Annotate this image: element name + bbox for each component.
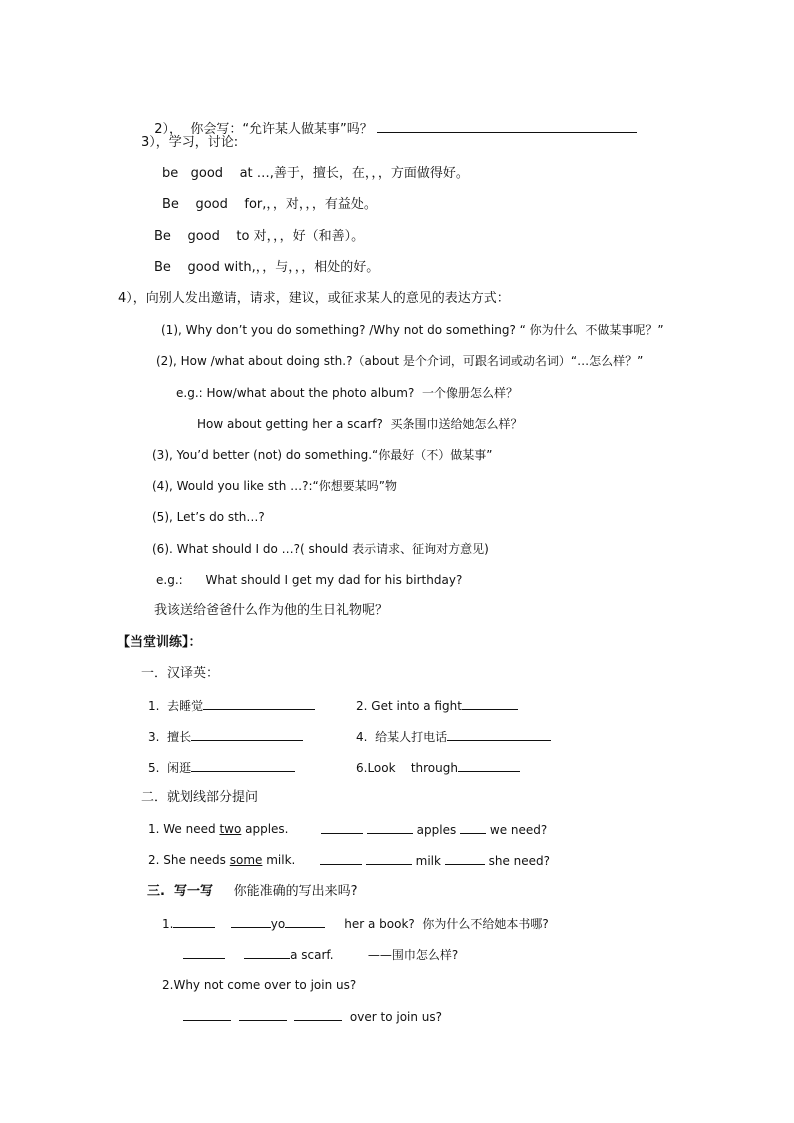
- item4-line-6: (4), Would you like sth …?:“你想要某吗”物: [152, 479, 397, 493]
- item4-line-2: (2), How /what about doing sth.?（about 是个介词，可跟名词或动名词）“…怎么样？”: [156, 354, 644, 368]
- item2-text: 你会写：“允许某人做某事”吗？: [190, 122, 373, 137]
- underlined-word: two: [219, 822, 242, 836]
- section2-q2: 2. She needs some milk.: [148, 853, 296, 867]
- section1-item-6: 6.Look through: [356, 759, 520, 776]
- practice-header: 【当堂训练】：: [117, 635, 202, 650]
- answer-blank[interactable]: [458, 759, 520, 772]
- section2-title: 二．就划线部分提问: [141, 790, 259, 805]
- answer-blank[interactable]: [321, 821, 363, 834]
- section1-item-1: 1. 去睡觉: [148, 697, 315, 714]
- section3-q1-line2: a scarf. ——围巾怎么样?: [183, 946, 458, 963]
- answer-blank[interactable]: [183, 946, 225, 959]
- section3-q1: 1. yo her a book? 你为什么不给她本书哪?: [162, 917, 549, 931]
- answer-blank[interactable]: [173, 915, 215, 928]
- section2-q1-answer: apples we need?: [321, 821, 547, 838]
- answer-blank[interactable]: [183, 1008, 231, 1021]
- answer-blank[interactable]: [244, 946, 290, 959]
- answer-blank[interactable]: [191, 728, 303, 741]
- answer-blank[interactable]: [460, 821, 486, 834]
- item4-label: 4），向别人发出邀请，请求，建议，或征求某人的意见的表达方式：: [118, 291, 510, 306]
- item2-label: 2），: [154, 122, 183, 137]
- item4-line-7: (5), Let’s do sth…?: [152, 510, 265, 524]
- answer-blank[interactable]: [366, 852, 412, 865]
- answer-blank[interactable]: [203, 697, 315, 710]
- item4-line-9: e.g.: What should I get my dad for his birthday?: [156, 573, 463, 587]
- section2-q1: 1. We need two apples.: [148, 822, 289, 836]
- section1-item-3: 3. 擅长: [148, 728, 303, 745]
- item3-label: 3），学习，讨论:: [141, 135, 239, 150]
- answer-blank[interactable]: [191, 759, 295, 772]
- answer-blank[interactable]: [377, 120, 637, 133]
- answer-blank[interactable]: [462, 697, 518, 710]
- item4-line-10: 我该送给爸爸什么作为他的生日礼物呢？: [154, 603, 389, 618]
- section3-title: 三. 写一写: [147, 884, 213, 899]
- section3-title-line: [147, 884, 358, 900]
- item3-line-1: be good at …,善于，擅长，在，，，方面做得好。: [162, 166, 469, 181]
- item4-line-1: (1), Why don’t you do something? /Why not do something? “ 你为什么 不做某事呢？”: [161, 323, 664, 337]
- item3-line-3: Be good to 对，，，好（和善）。: [154, 229, 365, 244]
- item4-line-5: (3), You’d better (not) do something.“你最好（不）做某事”: [152, 448, 493, 462]
- section3-subtitle: 你能准确的写出来吗?: [233, 884, 358, 899]
- item4-line-4: How about getting her a scarf? 买条围巾送给她怎么样？: [197, 417, 523, 431]
- section1-item-4: 4. 给某人打电话: [356, 728, 551, 745]
- section2-q2-answer: milk she need?: [320, 852, 550, 869]
- answer-blank[interactable]: [445, 852, 485, 865]
- section3-q2-answer: over to join us?: [183, 1008, 442, 1025]
- item4-line-3: e.g.: How/what about the photo album? 一个像册怎么样？: [176, 386, 518, 400]
- section1-item-5: 5. 闲逛: [148, 759, 295, 776]
- item2-line: [146, 104, 637, 138]
- underlined-word: some: [229, 853, 263, 867]
- section1-item-2: 2. Get into a fight: [356, 697, 518, 714]
- answer-blank[interactable]: [239, 1008, 287, 1021]
- item3-line-4: Be good with,，，与，，，相处的好。: [154, 260, 380, 275]
- item4-line-8: (6). What should I do …?( should 表示请求、征询对方意见): [152, 542, 489, 556]
- section1-title: 一．汉译英：: [141, 666, 220, 681]
- item3-line-2: Be good for,，，对，，，有益处。: [162, 197, 377, 212]
- answer-blank[interactable]: [367, 821, 413, 834]
- answer-blank[interactable]: [447, 728, 551, 741]
- section3-q2: 2.Why not come over to join us?: [162, 978, 357, 992]
- answer-blank[interactable]: [294, 1008, 342, 1021]
- answer-blank[interactable]: [320, 852, 362, 865]
- answer-blank[interactable]: [285, 915, 325, 928]
- answer-blank[interactable]: [231, 915, 271, 928]
